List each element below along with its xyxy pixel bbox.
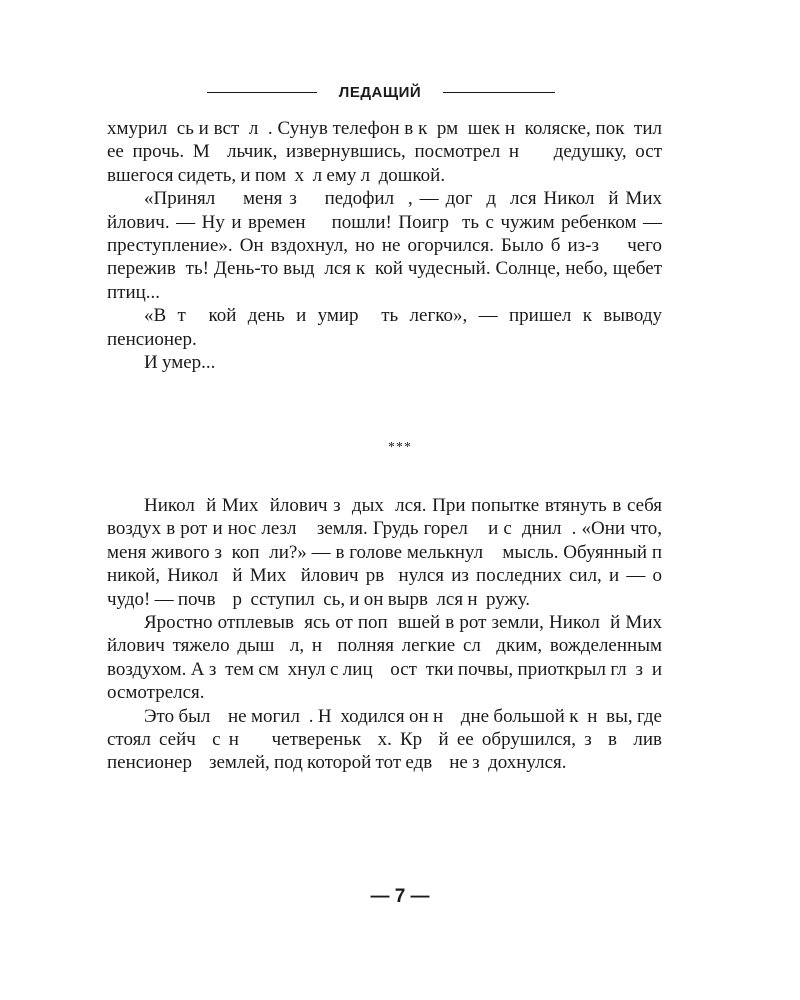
paragraph: Это был не могил . Н ходился он н дне большой к н вы, где стоял сейч с н четвереньк х. Кр й ее обрушился, з в лив пенсионер землей, под которой тот едв не з дохнулся.: [107, 705, 667, 774]
header-rule-right: [443, 92, 555, 93]
text-section-1: [107, 117, 679, 374]
paragraph: «В т кой день и умир ть легко», — пришел к выводу пенсионер.: [107, 305, 667, 350]
paragraph: Яростно отплевыв ясь от поп вшей в рот земли, Никол й Мих йлович тяжело дыш л, н полняя легкие сл дким, вожделенным воздухом. А з тем см хнул с лиц ост тки почвы, приоткрыл гл з и осмотрелся.: [107, 612, 671, 704]
paragraph: «Принял меня з педофил , — дог д лся Никол й Мих йлович. — Ну и времен пошли! Поигр ть с чужим ребенком — преступление». Он вздохнул, но не огорчился. Было б из-з чего пережив ть! День-то выд лся к кой чудесный. Солнце, небо, щебет птиц...: [107, 188, 671, 303]
running-header: [0, 82, 800, 104]
page-number: — 7 —: [370, 886, 430, 907]
paragraph: хмурил сь и вст л . Сунув телефон в к рм шек н коляске, пок тил ее прочь. М льчик, извернувшись, посмотрел н дедушку, ост вшегося сидеть, и пом х л ему л дошкой.: [107, 118, 679, 186]
header-rule-left: [207, 92, 317, 93]
paragraph: И умер...: [144, 352, 216, 374]
header-title: ЛЕДАЩИЙ: [338, 84, 422, 101]
text-section-2: [107, 494, 671, 775]
paragraph: Никол й Мих йлович з дых лся. При попытке втянуть в себя воздух в рот и нос лезл земля. Грудь горел и с днил . «Они что, меня живого з коп ли?» — в голове мелькнул мысль. Обуянный п никой, Никол й Мих йлович рв нулся из последних сил, и — о чудо! — почв р сступил сь, и он вырв лся н ружу.: [107, 495, 671, 610]
section-separator: ***: [388, 440, 412, 455]
